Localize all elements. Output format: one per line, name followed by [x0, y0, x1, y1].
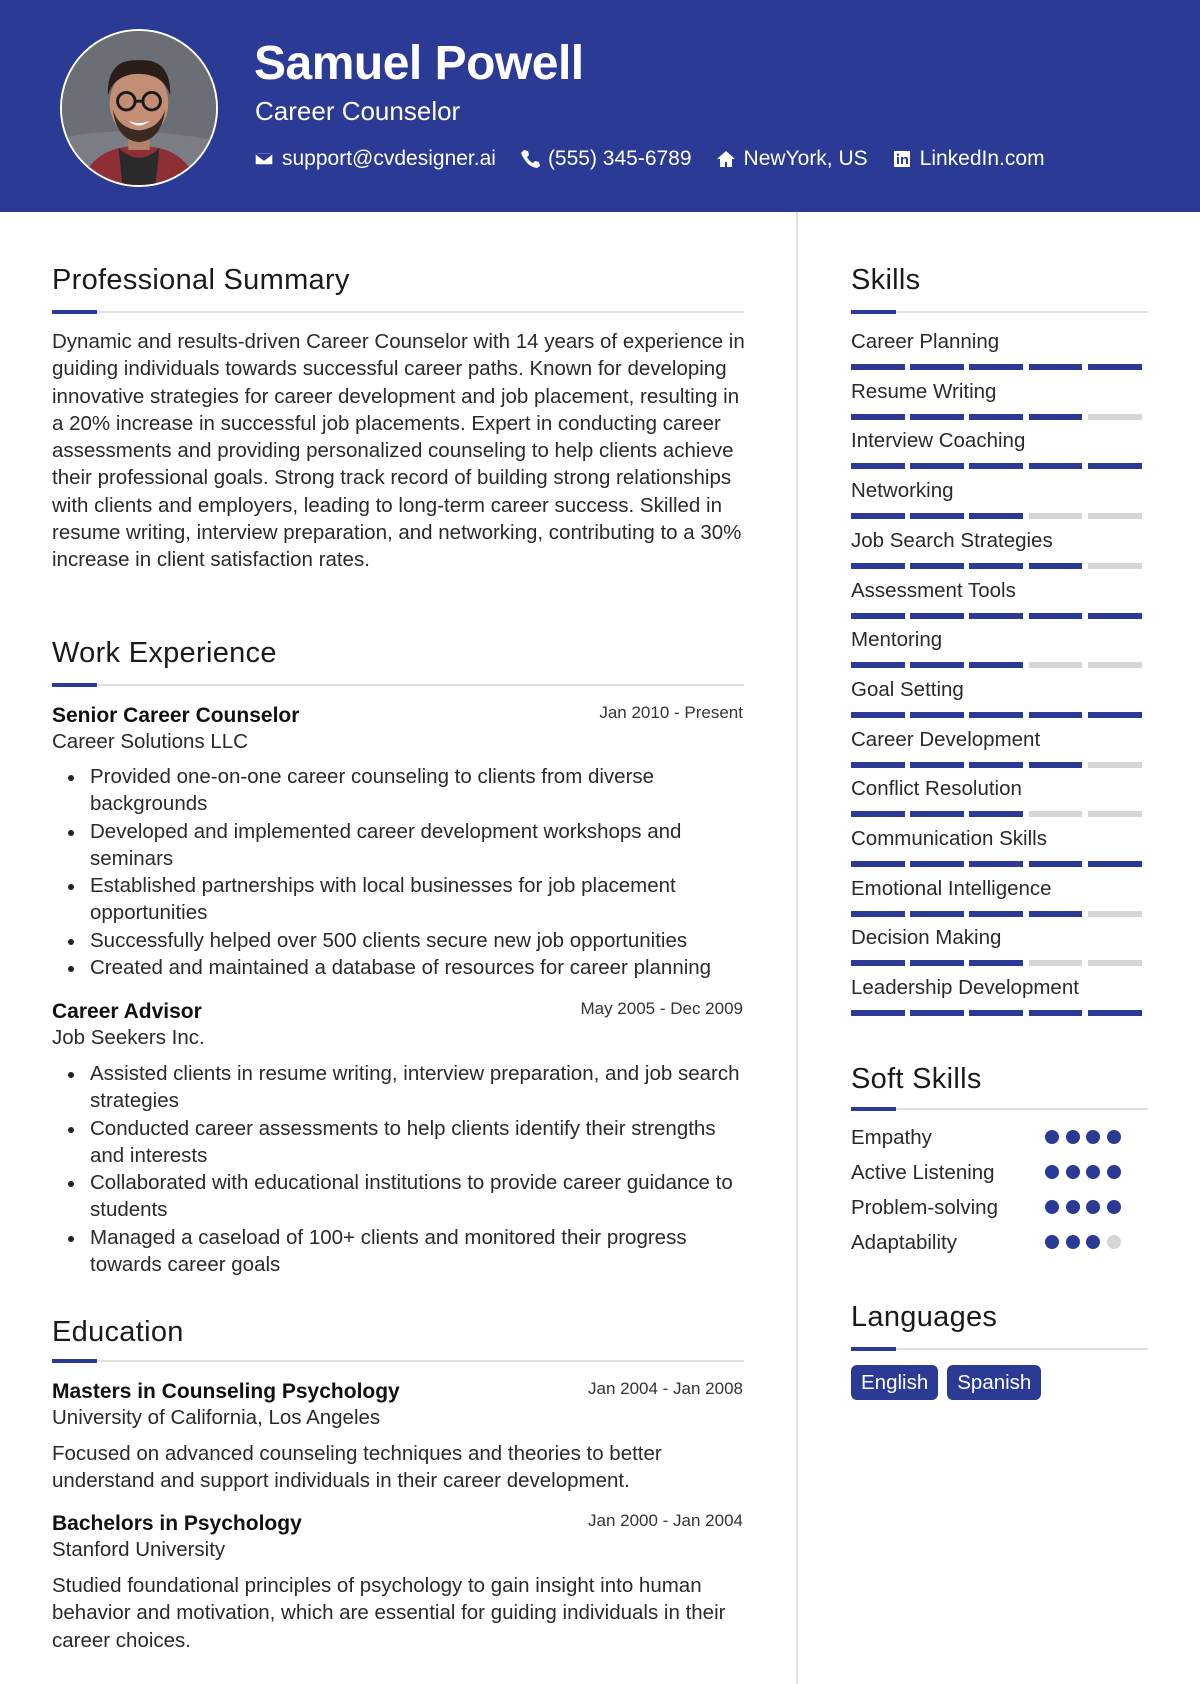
contact-location	[716, 147, 868, 171]
skill-level-segment	[851, 613, 905, 619]
skill-level-segment	[910, 861, 964, 867]
rating-dot	[1107, 1165, 1121, 1179]
avatar	[60, 29, 218, 187]
candidate-name: Samuel Powell	[254, 37, 584, 90]
skill-level-bar	[851, 364, 1147, 370]
skill-name: Job Search Strategies	[851, 529, 1053, 552]
skill-level-bar	[851, 414, 1147, 420]
job-bullet: Developed and implemented career development workshops and seminars	[52, 818, 746, 873]
skill-level-segment	[1088, 861, 1142, 867]
skill-level-bar	[851, 960, 1147, 966]
skill-level-segment	[1088, 911, 1142, 917]
skill-item	[851, 628, 1147, 668]
skill-level-segment	[969, 364, 1023, 370]
skill-level-bar	[851, 513, 1147, 519]
skill-level-segment	[969, 414, 1023, 420]
skill-level-bar	[851, 1010, 1147, 1016]
experience-heading: Work Experience	[52, 637, 277, 669]
job-bullet: Established partnerships with local businesses for job placement opportunities	[52, 872, 746, 927]
skill-item	[851, 429, 1147, 469]
degree-school: University of California, Los Angeles	[52, 1406, 381, 1429]
soft-skill-name: Active Listening	[851, 1161, 995, 1184]
skill-level-segment	[851, 662, 905, 668]
resume-header	[0, 0, 1200, 212]
skill-level-bar	[851, 762, 1147, 768]
education-rule	[52, 1360, 744, 1362]
skill-level-segment	[851, 463, 905, 469]
skill-level-segment	[1029, 613, 1083, 619]
contact-list	[254, 144, 1069, 174]
skill-level-segment	[1088, 364, 1142, 370]
experience-accent	[52, 683, 97, 687]
skill-level-segment	[969, 911, 1023, 917]
degree-title: Bachelors in Psychology	[52, 1512, 302, 1535]
job-dates: May 2005 - Dec 2009	[580, 999, 743, 1018]
skill-item	[851, 529, 1147, 569]
skill-level-bar	[851, 563, 1147, 569]
rating-dot	[1045, 1235, 1059, 1249]
rating-dot	[1066, 1200, 1080, 1214]
job-bullet: Managed a caseload of 100+ clients and monitored their progress towards career goals	[52, 1224, 746, 1279]
skill-level-segment	[910, 712, 964, 718]
skill-item	[851, 579, 1147, 619]
rating-dot	[1086, 1235, 1100, 1249]
skill-item	[851, 678, 1147, 718]
skill-name: Goal Setting	[851, 678, 964, 701]
contact-location-text: NewYork, US	[743, 147, 868, 170]
contact-email-text: support@cvdesigner.ai	[282, 147, 496, 170]
column-divider	[796, 212, 798, 1684]
rating-dot	[1066, 1235, 1080, 1249]
rating-dot	[1045, 1165, 1059, 1179]
avatar-photo	[62, 31, 216, 185]
skill-level-segment	[1029, 1010, 1083, 1016]
skill-level-segment	[910, 613, 964, 619]
skill-level-segment	[851, 1010, 905, 1016]
rating-dot	[1045, 1130, 1059, 1144]
rating-dot	[1086, 1165, 1100, 1179]
linkedin-icon	[892, 149, 912, 169]
skill-level-segment	[910, 960, 964, 966]
job-bullets	[52, 763, 746, 981]
skill-level-segment	[1029, 861, 1083, 867]
degree-school: Stanford University	[52, 1538, 226, 1561]
skill-level-segment	[1088, 662, 1142, 668]
skill-name: Communication Skills	[851, 827, 1047, 850]
contact-phone[interactable]	[520, 147, 692, 171]
skill-level-segment	[1088, 811, 1142, 817]
skill-level-segment	[969, 613, 1023, 619]
skill-level-segment	[851, 960, 905, 966]
contact-linkedin[interactable]	[892, 147, 1045, 171]
job-company: Job Seekers Inc.	[52, 1026, 205, 1049]
soft-skill-rating	[1045, 1130, 1127, 1144]
skill-level-segment	[910, 414, 964, 420]
rating-dot	[1086, 1130, 1100, 1144]
phone-icon	[520, 149, 540, 169]
degree-description: Studied foundational principles of psychology to gain insight into human behavior and motivation, which are essential for guiding individuals in their career choices.	[52, 1574, 726, 1652]
skill-level-segment	[1029, 662, 1083, 668]
skill-level-segment	[851, 513, 905, 519]
skill-level-segment	[969, 1010, 1023, 1016]
rating-dot	[1107, 1130, 1121, 1144]
soft-skill-name: Empathy	[851, 1126, 932, 1149]
soft-skill-item	[851, 1231, 1147, 1261]
job-bullet: Collaborated with educational institutions to provide career guidance to students	[52, 1169, 746, 1224]
summary-accent	[52, 310, 97, 314]
soft-skill-item	[851, 1161, 1147, 1191]
rating-dot	[1045, 1200, 1059, 1214]
skill-level-bar	[851, 861, 1147, 867]
rating-dot	[1066, 1130, 1080, 1144]
skill-level-segment	[1029, 762, 1083, 768]
skill-level-segment	[969, 811, 1023, 817]
skill-level-segment	[1029, 712, 1083, 718]
skill-name: Emotional Intelligence	[851, 877, 1052, 900]
skill-level-segment	[851, 861, 905, 867]
soft-skill-name: Adaptability	[851, 1231, 957, 1254]
soft-skill-rating	[1045, 1235, 1127, 1249]
skill-level-segment	[910, 811, 964, 817]
soft-skills-accent	[851, 1107, 896, 1111]
skill-level-bar	[851, 613, 1147, 619]
skill-name: Career Development	[851, 728, 1041, 751]
job-company: Career Solutions LLC	[52, 730, 248, 753]
degree-title: Masters in Counseling Psychology	[52, 1380, 400, 1403]
skill-level-segment	[969, 463, 1023, 469]
skill-item	[851, 330, 1147, 370]
skill-item	[851, 777, 1147, 817]
job-title: Career Advisor	[52, 1000, 202, 1023]
skill-level-segment	[1029, 811, 1083, 817]
education-accent	[52, 1359, 97, 1363]
skill-level-bar	[851, 811, 1147, 817]
rating-dot	[1086, 1200, 1100, 1214]
rating-dot	[1107, 1200, 1121, 1214]
summary-text: Dynamic and results-driven Career Counselor with 14 years of experience in guiding individuals towards successful career paths. Known for developing innovative strategies for career development and job placement, resulting in a 20% increase in successful job placements. Expert in conducting career assessments and providing personalized counseling to help clients achieve their professional goals. Strong track record of building strong relationships with clients and employers, leading to long-term career success. Skilled in resume writing, interview preparation, and networking, contributing to a 30% increase in client satisfaction rates.	[52, 330, 745, 572]
skill-level-segment	[910, 1010, 964, 1016]
skill-level-segment	[1088, 712, 1142, 718]
skill-level-segment	[1029, 364, 1083, 370]
skill-level-segment	[969, 861, 1023, 867]
job-dates: Jan 2010 - Present	[599, 703, 743, 722]
soft-skill-rating	[1045, 1165, 1127, 1179]
skill-name: Career Planning	[851, 330, 1000, 353]
skill-level-segment	[1029, 563, 1083, 569]
skill-level-segment	[910, 364, 964, 370]
skill-level-segment	[969, 712, 1023, 718]
soft-skill-item	[851, 1126, 1147, 1156]
skill-level-segment	[910, 911, 964, 917]
contact-phone-text: (555) 345-6789	[547, 147, 692, 170]
job-bullets	[52, 1060, 746, 1278]
languages-heading: Languages	[851, 1301, 998, 1333]
contact-email[interactable]	[254, 147, 496, 171]
job-bullet: Created and maintained a database of resources for career planning	[52, 954, 746, 981]
skill-item	[851, 976, 1147, 1016]
skill-level-segment	[851, 911, 905, 917]
skill-item	[851, 728, 1147, 768]
skill-level-segment	[1088, 960, 1142, 966]
candidate-title: Career Counselor	[255, 96, 461, 126]
language-badge: Spanish	[947, 1365, 1041, 1400]
job-bullet: Provided one-on-one career counseling to clients from diverse backgrounds	[52, 763, 746, 818]
skill-level-segment	[1088, 513, 1142, 519]
skill-name: Mentoring	[851, 628, 943, 651]
job-bullet: Conducted career assessments to help clients identify their strengths and interests	[52, 1115, 746, 1170]
job-title: Senior Career Counselor	[52, 704, 300, 727]
skill-item	[851, 877, 1147, 917]
languages-list	[851, 1365, 1050, 1400]
education-heading: Education	[52, 1316, 184, 1348]
skill-item	[851, 827, 1147, 867]
skill-level-segment	[969, 960, 1023, 966]
degree-dates: Jan 2004 - Jan 2008	[587, 1379, 743, 1398]
skill-level-bar	[851, 662, 1147, 668]
skill-level-segment	[851, 712, 905, 718]
skill-level-segment	[969, 762, 1023, 768]
skill-level-segment	[910, 563, 964, 569]
skills-heading: Skills	[851, 264, 921, 296]
skill-name: Decision Making	[851, 926, 1002, 949]
skill-level-segment	[969, 563, 1023, 569]
skill-level-segment	[1029, 960, 1083, 966]
skill-level-segment	[1088, 463, 1142, 469]
job-bullet: Successfully helped over 500 clients secure new job opportunities	[52, 927, 746, 954]
soft-skill-name: Problem-solving	[851, 1196, 998, 1219]
skill-level-segment	[851, 762, 905, 768]
skill-level-segment	[969, 662, 1023, 668]
skill-item	[851, 926, 1147, 966]
skill-name: Leadership Development	[851, 976, 1079, 999]
skill-level-segment	[910, 463, 964, 469]
job-bullet: Assisted clients in resume writing, interview preparation, and job search strategies	[52, 1060, 746, 1115]
soft-skills-heading: Soft Skills	[851, 1063, 982, 1095]
home-icon	[716, 149, 736, 169]
skill-level-segment	[1029, 513, 1083, 519]
soft-skill-rating	[1045, 1200, 1127, 1214]
skill-level-segment	[1088, 762, 1142, 768]
envelope-icon	[254, 149, 274, 169]
summary-rule	[52, 311, 744, 313]
skill-name: Interview Coaching	[851, 429, 1026, 452]
skill-item	[851, 380, 1147, 420]
skill-level-segment	[851, 563, 905, 569]
skill-item	[851, 479, 1147, 519]
soft-skill-item	[851, 1196, 1147, 1226]
degree-dates: Jan 2000 - Jan 2004	[587, 1511, 743, 1530]
summary-heading: Professional Summary	[52, 264, 350, 296]
language-badge: English	[851, 1365, 938, 1400]
skill-name: Networking	[851, 479, 954, 502]
rating-dot	[1066, 1165, 1080, 1179]
skill-name: Conflict Resolution	[851, 777, 1022, 800]
skill-level-segment	[969, 513, 1023, 519]
languages-accent	[851, 1347, 896, 1351]
skill-name: Assessment Tools	[851, 579, 1016, 602]
skill-level-segment	[1088, 414, 1142, 420]
skill-level-segment	[851, 364, 905, 370]
skill-level-segment	[1029, 463, 1083, 469]
contact-linkedin-text: LinkedIn.com	[919, 147, 1045, 170]
rating-dot	[1107, 1235, 1121, 1249]
skill-level-segment	[1029, 911, 1083, 917]
skill-level-segment	[910, 513, 964, 519]
skills-accent	[851, 310, 896, 314]
skill-level-bar	[851, 911, 1147, 917]
skill-level-segment	[1088, 563, 1142, 569]
skill-level-segment	[1088, 1010, 1142, 1016]
skill-level-segment	[910, 762, 964, 768]
experience-rule	[52, 684, 744, 686]
skill-level-bar	[851, 463, 1147, 469]
degree-description: Focused on advanced counseling techniques and theories to better understand and support individuals in their career development.	[52, 1442, 662, 1493]
skill-level-bar	[851, 712, 1147, 718]
skill-level-segment	[910, 662, 964, 668]
skill-level-segment	[1029, 414, 1083, 420]
skill-level-segment	[851, 811, 905, 817]
skill-level-segment	[851, 414, 905, 420]
skill-level-segment	[1088, 613, 1142, 619]
skill-name: Resume Writing	[851, 380, 997, 403]
